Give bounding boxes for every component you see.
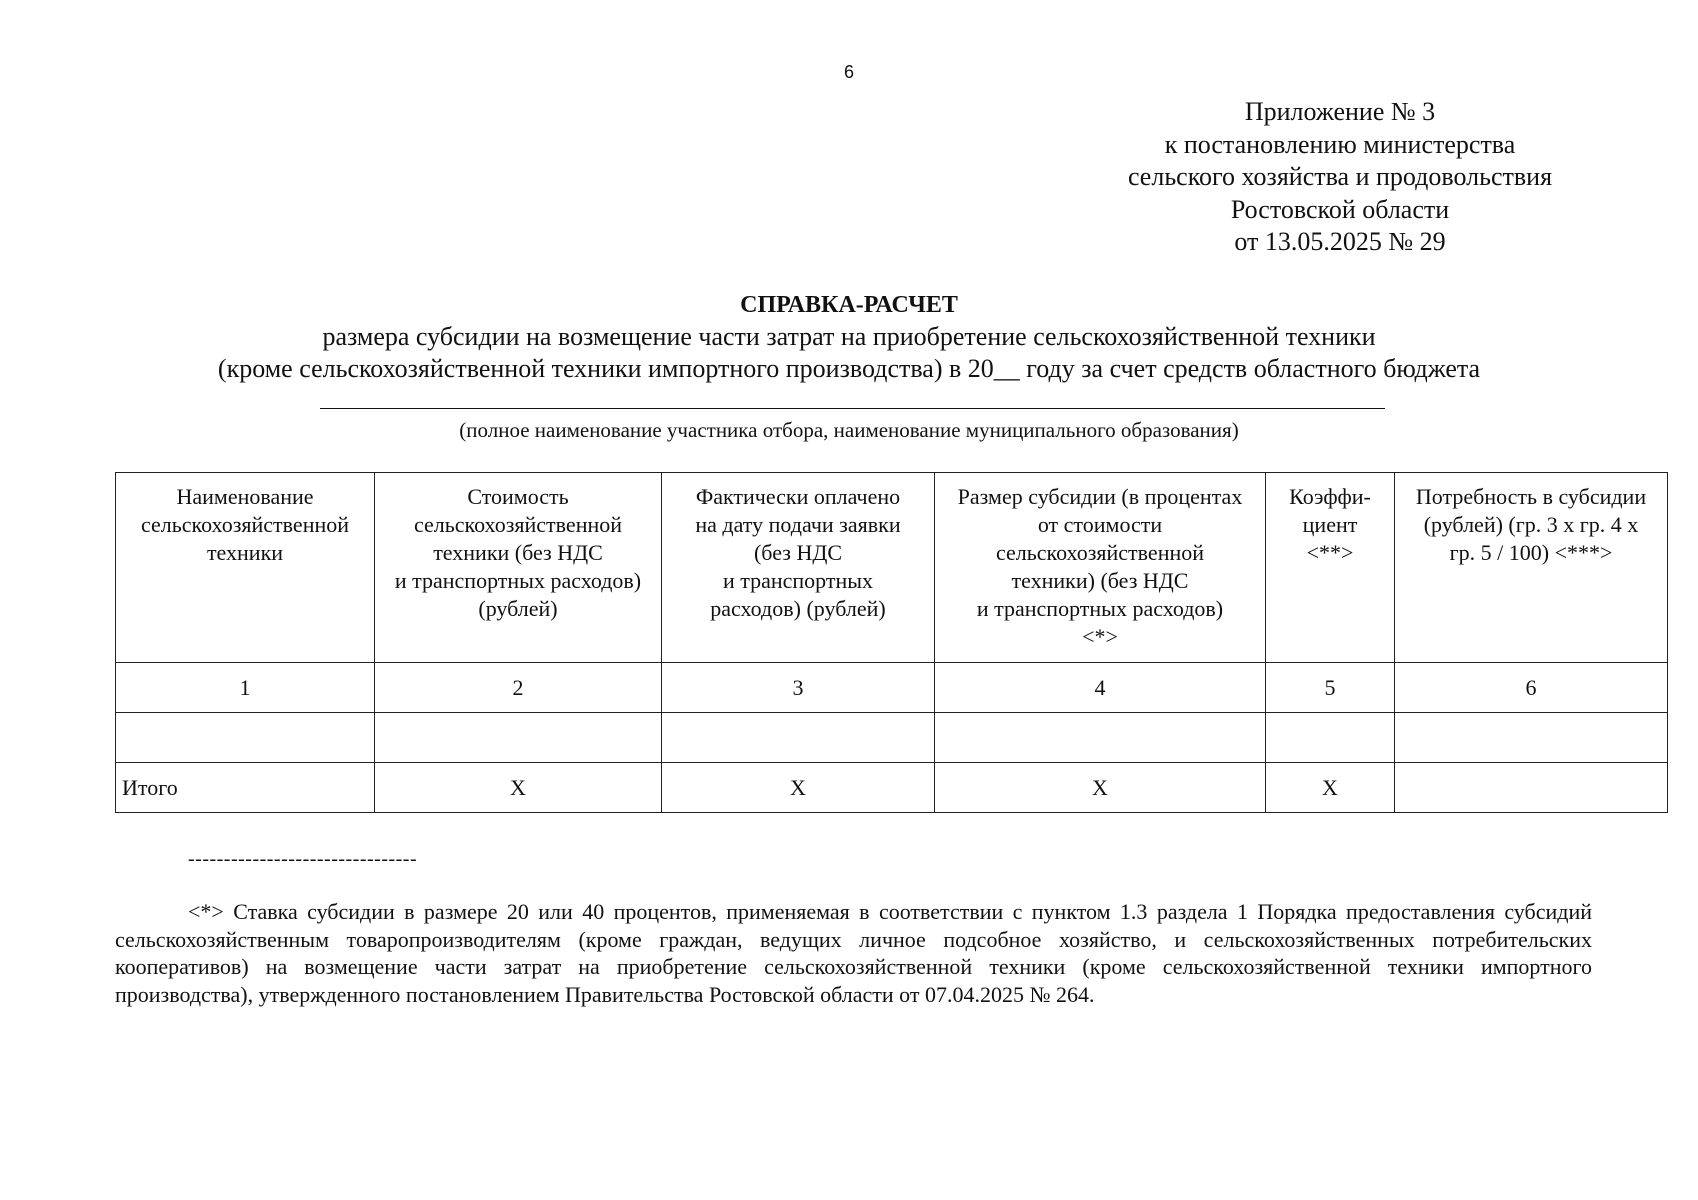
table-cell: X xyxy=(1266,763,1395,813)
participant-name-caption: (полное наименование участника отбора, наименование муниципального образования) xyxy=(459,418,1239,442)
header-line: сельскохозяйственной xyxy=(413,512,623,537)
table-cell: 1 xyxy=(116,663,375,713)
subtitle-line: размера субсидии на возмещение части затрат на приобретение сельскохозяйственной техники xyxy=(322,322,1376,351)
header-line: сельскохозяйственной xyxy=(995,540,1205,565)
header-line: <*> xyxy=(1082,624,1118,649)
header-line: (рублей) (гр. 3 x гр. 4 x xyxy=(1423,512,1639,537)
header-line: <**> xyxy=(1306,540,1354,565)
header-line: и транспортных xyxy=(722,568,874,593)
header-line: техники) (без НДС xyxy=(1011,568,1189,593)
document-subtitle xyxy=(0,321,1698,385)
subtitle-line: (кроме сельскохозяйственной техники импортного производства) в 20__ году за счет средств областного бюджета xyxy=(217,354,1481,383)
table-cell xyxy=(935,713,1266,763)
appendix-line: к постановлению министерства xyxy=(1164,129,1516,159)
table-cell: X xyxy=(375,763,662,813)
appendix-block xyxy=(1060,96,1620,259)
table-cell xyxy=(1266,713,1395,763)
header-line: гр. 5 / 100) <***> xyxy=(1449,540,1613,565)
header-cell-cost xyxy=(375,473,662,663)
table-cell: X xyxy=(935,763,1266,813)
table-cell xyxy=(662,713,935,763)
table-cell: 3 xyxy=(662,663,935,713)
header-cell-subsidy-need xyxy=(1395,473,1668,663)
table-cell: 2 xyxy=(375,663,662,713)
header-line: и транспортных расходов) xyxy=(394,568,642,593)
table-cell xyxy=(1395,763,1668,813)
table-cell: 6 xyxy=(1395,663,1668,713)
table-cell: X xyxy=(662,763,935,813)
header-line: (без НДС xyxy=(753,540,843,565)
header-cell-subsidy-rate xyxy=(935,473,1266,663)
table-cell xyxy=(1395,713,1668,763)
table-row-total xyxy=(116,763,1668,813)
header-line: Фактически оплачено xyxy=(695,484,901,509)
header-line: Наименование xyxy=(176,484,314,509)
table-cell xyxy=(375,713,662,763)
header-line: на дату подачи заявки xyxy=(695,512,901,537)
footnote-text: <*> Ставка субсидии в размере 20 или 40 процентов, применяемая в соответствии с пунктом 1.3 раздела 1 Порядка предоставления субсидий сельскохозяйственным товаропроизводителям (кроме граждан, ведущих личное подсобное хозяйство, и сельскохозяйственных потребительских кооперативов) на возмещение части затрат на приобретение сельскохозяйственной техники (кроме сельскохозяйственной техники импортного производства), утвержденного постановлением Правительства Ростовской области от 07.04.2025 № 264. xyxy=(115,899,1592,1007)
appendix-line: от 13.05.2025 № 29 xyxy=(1234,227,1446,256)
header-line: циент xyxy=(1302,512,1358,537)
header-line: (рублей) xyxy=(478,596,558,621)
header-line: от стоимости xyxy=(1037,512,1163,537)
table-row-empty xyxy=(116,713,1668,763)
table-header-row xyxy=(116,473,1668,663)
document-title: СПРАВКА-РАСЧЕТ xyxy=(740,292,958,318)
participant-name-fill-line xyxy=(320,408,1385,409)
appendix-line: Приложение № 3 xyxy=(1244,97,1436,126)
header-cell-paid xyxy=(662,473,935,663)
header-cell-machinery-name xyxy=(116,473,375,663)
header-line: сельскохозяйственной xyxy=(140,512,350,537)
header-line: и транспортных расходов) xyxy=(976,596,1224,621)
table-row-column-numbers xyxy=(116,663,1668,713)
page-number: 6 xyxy=(843,62,854,82)
table-cell-total-label: Итого xyxy=(116,763,375,813)
header-line: Потребность в субсидии xyxy=(1415,484,1647,509)
appendix-line: сельского хозяйства и продовольствия xyxy=(1127,162,1553,191)
appendix-line: Ростовской области xyxy=(1230,194,1450,224)
table-cell: 5 xyxy=(1266,663,1395,713)
header-line: техники (без НДС xyxy=(433,540,603,565)
header-line: Размер субсидии (в процентах xyxy=(957,484,1243,509)
table-cell: 4 xyxy=(935,663,1266,713)
footnote-separator: -------------------------------- xyxy=(188,848,418,870)
header-line: Коэффи- xyxy=(1289,484,1371,509)
header-cell-coefficient xyxy=(1266,473,1395,663)
header-line: техники xyxy=(206,540,284,565)
table-cell xyxy=(116,713,375,763)
header-line: Стоимость xyxy=(467,484,569,509)
subsidy-calculation-table xyxy=(115,472,1668,813)
header-line: расходов) (рублей) xyxy=(710,596,886,621)
